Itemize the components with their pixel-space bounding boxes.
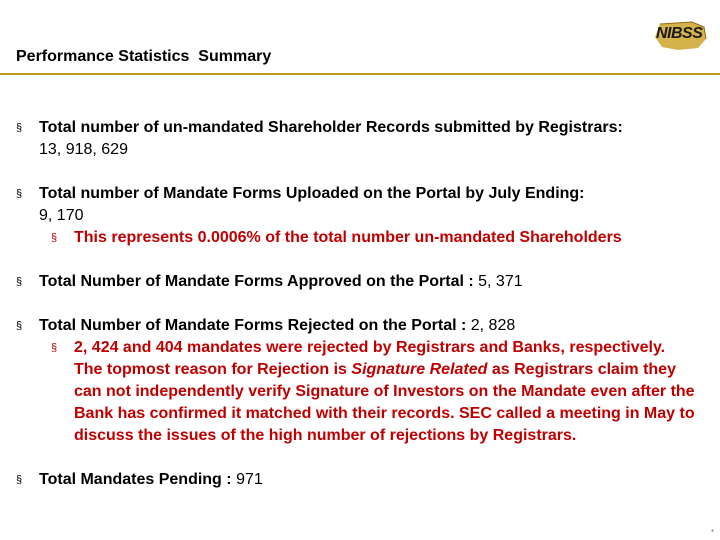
sub-text: This represents 0.0006% of the total number un-mandated Shareholders xyxy=(74,229,622,246)
sub-list-item xyxy=(16,227,706,249)
bullet-label: Total Number of Mandate Forms Rejected on the Portal : xyxy=(39,317,467,334)
sub-list-item xyxy=(16,337,706,447)
list-item xyxy=(16,315,706,447)
bullet-icon: § xyxy=(16,122,23,134)
bullet-value: 13, 918, 629 xyxy=(39,141,128,158)
corner-dot-icon: ● xyxy=(711,528,715,534)
bullet-value: 971 xyxy=(236,471,263,488)
bullet-icon: § xyxy=(16,188,23,200)
bullet-icon: § xyxy=(16,320,23,332)
logo xyxy=(652,21,708,51)
bullet-icon: § xyxy=(51,232,58,244)
list-item xyxy=(16,183,706,249)
content-list xyxy=(16,117,706,491)
header-rule xyxy=(0,73,720,75)
bullet-label: Total number of un-mandated Shareholder Records submitted by Registrars: xyxy=(39,119,623,136)
list-item xyxy=(16,271,706,293)
bullet-value: 5, 371 xyxy=(478,273,523,290)
bullet-icon: § xyxy=(16,276,23,288)
sub-text-part2: as Registrars claim they can not independently verify Signature of Investors on the Mandate even after the Bank has confirmed it matched with their records. SEC called a meeting in May to discuss the issues of the high number of rejections by Registrars. xyxy=(74,361,695,444)
bullet-label: Total Mandates Pending : xyxy=(39,471,232,488)
bullet-value: 2, 828 xyxy=(470,317,516,334)
bullet-label: Total number of Mandate Forms Uploaded on the Portal by July Ending: xyxy=(39,185,585,202)
list-item xyxy=(16,469,706,491)
page-title: Performance Statistics Summary xyxy=(16,48,272,65)
sub-text-emphasis: Signature Related xyxy=(351,361,488,378)
logo-text: NIBSS xyxy=(656,25,703,42)
sub-text-part1: 2, 424 and 404 mandates were rejected by Registrars and Banks, respectively. The topmost reason for Rejection is xyxy=(74,339,666,378)
bullet-value: 9, 170 xyxy=(39,207,84,224)
bullet-icon: § xyxy=(51,342,58,354)
list-item xyxy=(16,117,706,161)
bullet-icon: § xyxy=(16,474,23,486)
bullet-label: Total Number of Mandate Forms Approved on the Portal : xyxy=(39,273,474,290)
